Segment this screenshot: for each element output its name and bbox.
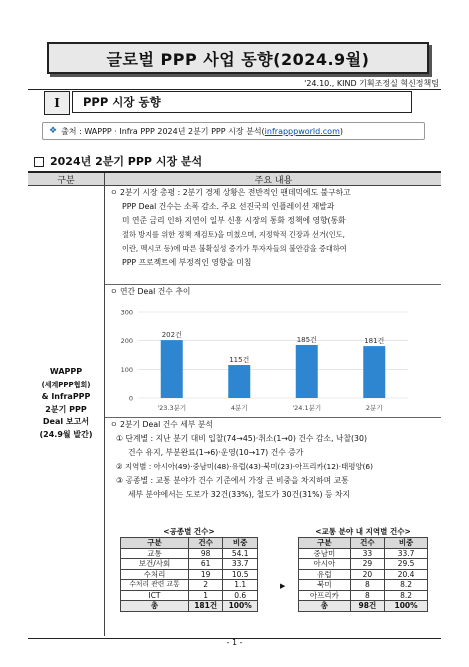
table-row <box>299 580 428 591</box>
cell: 수처리 <box>121 569 189 580</box>
data-label: 202건 <box>161 331 182 340</box>
text-line: ① 단계별 : 지난 분기 대비 입찰(74→45)·취소(1→0) 건수 감소, 낙찰(30) <box>116 434 367 443</box>
text-line: 미 연준 금리 인하 지연이 일부 신흥 시장의 통화 정책에 영향(통화 <box>122 216 346 225</box>
cell: ICT <box>121 590 189 601</box>
cell: 29 <box>350 559 384 570</box>
label-line: 2분기 PPP <box>45 404 87 414</box>
table-total-row <box>299 601 428 612</box>
table-total-row <box>121 601 258 612</box>
detail-analysis <box>110 418 435 502</box>
cell: 8 <box>350 580 384 591</box>
cell: 아프리카 <box>299 590 351 601</box>
bar <box>161 340 183 398</box>
cell: 보건/사회 <box>121 559 189 570</box>
cell: 20.4 <box>385 569 428 580</box>
th: 구분 <box>121 538 189 549</box>
cell: 98 <box>189 548 223 559</box>
text-line: 건수 유지, 부분완료(1→6)·운영(10→17) 건수 증가 <box>128 448 304 457</box>
table-row <box>121 580 258 591</box>
column-divider <box>104 173 105 636</box>
x-tick-label: 2분기 <box>365 404 383 412</box>
cell: 8.2 <box>385 590 428 601</box>
bar <box>363 346 385 398</box>
square-icon <box>34 157 44 167</box>
section-title: PPP 시장 동향 <box>72 91 412 113</box>
cell: 총 <box>299 601 351 612</box>
cell: 61 <box>189 559 223 570</box>
cell: 수처리 관련 교통 <box>121 580 189 591</box>
table-row <box>299 569 428 580</box>
table-header <box>28 173 441 186</box>
text-line: ㅇ 2분기 시장 총평 : 2분기 경제 상황은 전반적인 팬데믹에도 불구하고 <box>110 188 351 197</box>
subsection-heading <box>34 153 202 169</box>
annual-trend-heading: ㅇ 연간 Deal 건수 추이 <box>110 287 191 296</box>
cell: 1.1 <box>223 580 258 591</box>
divider <box>28 89 441 90</box>
table-row <box>299 590 428 601</box>
cell: 8.2 <box>385 580 428 591</box>
data-label: 115건 <box>229 356 250 365</box>
header-category: 구분 <box>57 176 75 186</box>
region-table <box>298 537 428 612</box>
th: 비중 <box>223 538 258 549</box>
label-line: & InfraPPP <box>41 392 91 401</box>
cell: 54.1 <box>223 548 258 559</box>
header-content: 주요 내용 <box>254 176 293 186</box>
cell: 181건 <box>189 601 223 612</box>
table-row <box>299 548 428 559</box>
cell: 20 <box>350 569 384 580</box>
label-line: WAPPP <box>49 367 83 376</box>
diamond-icon: ❖ <box>49 126 58 136</box>
source-link[interactable]: infrapppworld.com <box>264 126 340 136</box>
cell: 중남미 <box>299 548 351 559</box>
source-tail: ) <box>339 126 343 136</box>
table-row <box>121 559 258 570</box>
label-line: (세계PPP협회) <box>41 380 91 389</box>
page-title <box>47 42 429 74</box>
cell: 1 <box>189 590 223 601</box>
cell: 총 <box>121 601 189 612</box>
text-line: 세부 분야에서는 도로가 32건(33%), 철도가 30건(31%) 등 차지 <box>128 490 351 499</box>
y-tick-label: 0 <box>128 394 133 403</box>
cell: 0.6 <box>223 590 258 601</box>
cell: 100% <box>385 601 428 612</box>
page-number: - 1 - <box>226 638 243 647</box>
sector-table-caption: <공종별 건수> <box>163 527 215 536</box>
cell: 19 <box>189 569 223 580</box>
cell: 10.5 <box>223 569 258 580</box>
source-label: 출처 : WAPPP · Infra PPP 2024년 2분기 PPP 시장 분석( <box>61 126 265 136</box>
y-tick-label: 100 <box>120 365 133 374</box>
text-line: 이란, 멕시코 등)에 따른 불확실성 증가가 투자자들의 불안감을 증대하여 <box>122 244 347 253</box>
th: 건수 <box>189 538 223 549</box>
table-row <box>299 559 428 570</box>
data-label: 181건 <box>364 337 385 346</box>
cell: 33.7 <box>223 559 258 570</box>
text-line: ㅇ 2분기 Deal 건수 세부 분석 <box>110 420 213 429</box>
report-meta: '24.10., KIND 기획조정실 혁신정책팀 <box>304 79 439 88</box>
cell: 33.7 <box>385 548 428 559</box>
text-line: PPP Deal 건수는 소폭 감소. 주요 선진국의 인플레이션 재발과 <box>122 202 335 211</box>
cell: 33 <box>350 548 384 559</box>
x-tick-label: 4분기 <box>230 404 248 412</box>
x-tick-label: '23.3분기 <box>157 404 187 412</box>
x-tick-label: '24.1분기 <box>292 404 322 412</box>
sector-table <box>120 537 258 612</box>
market-summary <box>110 186 435 270</box>
th: 구분 <box>299 538 351 549</box>
th: 건수 <box>350 538 384 549</box>
source-note <box>42 122 425 140</box>
table-row <box>121 590 258 601</box>
arrow-right-icon: ▶ <box>280 582 286 590</box>
region-table-wrap <box>298 526 428 612</box>
th: 비중 <box>385 538 428 549</box>
data-label: 185건 <box>296 335 317 344</box>
table-row <box>121 548 258 559</box>
text-line: 절하 방지를 위한 정책 재검토)을 미쳤으며, 지정학적 긴장과 선거(인도, <box>122 230 345 239</box>
label-line: Deal 보고서 <box>42 417 90 426</box>
text-line: ③ 공종별 : 교통 분야가 건수 기준에서 가장 큰 비중을 차지하며 교통 <box>116 476 349 485</box>
cell: 교통 <box>121 548 189 559</box>
report-label <box>28 366 104 441</box>
text-line: ② 지역별 : 아시아(49)·중남미(48)·유럽(43)·북미(23)·아프리카(12)·태평양(6) <box>116 462 374 471</box>
cell: 29.5 <box>385 559 428 570</box>
y-tick-label: 200 <box>120 337 133 346</box>
subsection-heading-text: 2024년 2분기 PPP 시장 분석 <box>50 155 203 168</box>
label-line: (24.9월 발간) <box>39 429 93 439</box>
deal-count-chart <box>112 302 412 414</box>
page-title-text: 글로벌 PPP 사업 동향(2024.9월) <box>106 49 370 69</box>
cell: 북미 <box>299 580 351 591</box>
section-number: I <box>44 91 70 115</box>
cell: 100% <box>223 601 258 612</box>
cell: 아시아 <box>299 559 351 570</box>
text-line: PPP 프로젝트에 부정적인 영향을 미침 <box>122 258 252 267</box>
cell: 2 <box>189 580 223 591</box>
cell: 8 <box>350 590 384 601</box>
bar <box>296 345 318 398</box>
cell: 98건 <box>350 601 384 612</box>
bar <box>228 365 250 398</box>
y-tick-label: 300 <box>120 308 133 317</box>
region-table-caption: <교통 분야 내 지역별 건수> <box>315 527 411 536</box>
sector-table-wrap <box>120 526 258 612</box>
cell: 유럽 <box>299 569 351 580</box>
table-row <box>121 569 258 580</box>
